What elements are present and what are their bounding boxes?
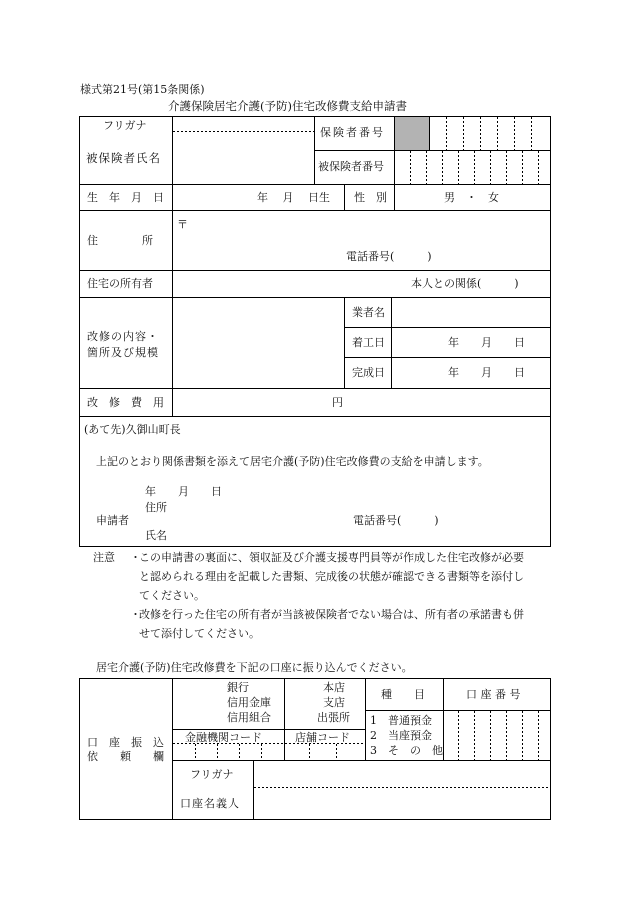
owner-label: 住宅の所有者 xyxy=(87,277,153,290)
note1-line2: と認められる理由を記載した書類、完成後の状態が確認できる書類等を添付し xyxy=(139,570,524,583)
account-number-field[interactable] xyxy=(444,711,550,760)
renovation-content-field[interactable] xyxy=(175,300,341,386)
account-type-header: 種 目 xyxy=(381,688,425,701)
insurer-number-label: 保険者番号 xyxy=(320,126,385,139)
declaration-statement: 上記のとおり関係書類を添えて居宅介護(予防)住宅改修費の支給を申請します。 xyxy=(96,455,489,468)
account-type-1[interactable]: 1 普通預金 xyxy=(370,714,432,727)
note1-bullet: ・ xyxy=(130,551,141,564)
notes-label: 注意 xyxy=(93,551,115,564)
addressee: (あて先)久御山町長 xyxy=(84,423,181,436)
address-label: 住 所 xyxy=(87,234,153,247)
holder-furigana-label: フリガナ xyxy=(190,768,234,781)
address-phone[interactable]: 電話番号( ) xyxy=(346,250,432,263)
renovation-label-line1: 改修の内容・ xyxy=(87,330,159,343)
furigana-label: フリガナ xyxy=(103,119,147,132)
start-date-label: 着工日 xyxy=(352,336,385,349)
application-date[interactable]: 年 月 日 xyxy=(145,485,222,498)
renovation-label-line2: 箇所及び規模 xyxy=(87,346,159,359)
birthdate-value[interactable]: 年 月 日生 xyxy=(257,191,330,204)
sex-options[interactable]: 男 ・ 女 xyxy=(444,191,499,204)
yen-unit: 円 xyxy=(332,396,343,409)
applicant-name-label: 氏名 xyxy=(145,529,167,542)
account-type-3[interactable]: 3 そ の 他 xyxy=(370,744,443,757)
bank-option[interactable]: 銀行 xyxy=(227,681,249,694)
cost-label: 改 修 費 用 xyxy=(87,396,164,409)
account-holder-label: 口座名義人 xyxy=(180,797,240,810)
insured-number-label: 被保険者番号 xyxy=(318,160,384,173)
applicant-label: 申請者 xyxy=(96,514,129,527)
form-number: 様式第21号(第15条関係) xyxy=(80,83,205,96)
account-number-header: 口 座 番 号 xyxy=(466,688,521,701)
branch-code-field[interactable] xyxy=(285,745,364,759)
furigana-field[interactable] xyxy=(175,118,312,130)
transfer-label-line2: 依 頼 欄 xyxy=(87,750,164,763)
note2-line1: 改修を行った住宅の所有者が当該被保険者でない場合は、所有者の承諾書も併 xyxy=(139,608,524,621)
note2-bullet: ・ xyxy=(130,608,141,621)
account-type-2[interactable]: 2 当座預金 xyxy=(370,729,432,742)
sex-label: 性 別 xyxy=(354,191,387,204)
credit-bank-option[interactable]: 信用金庫 xyxy=(227,696,271,709)
credit-union-option[interactable]: 信用組合 xyxy=(227,711,271,724)
completion-date-value[interactable]: 年 月 日 xyxy=(448,366,525,379)
address-field[interactable] xyxy=(190,214,548,244)
branch-option[interactable]: 支店 xyxy=(323,696,345,709)
contractor-label: 業者名 xyxy=(352,306,385,319)
owner-relation[interactable]: 本人との関係( ) xyxy=(411,277,519,290)
applicant-address-label: 住所 xyxy=(145,501,167,514)
note2-line2: せて添付してください。 xyxy=(139,627,260,640)
cost-field[interactable] xyxy=(175,391,330,413)
bank-heading: 居宅介護(予防)住宅改修費を下記の口座に振り込んでください。 xyxy=(96,661,413,674)
shaded-cell xyxy=(395,117,429,150)
office-option[interactable]: 出張所 xyxy=(317,711,350,724)
note1-line3: てください。 xyxy=(139,589,205,602)
applicant-phone[interactable]: 電話番号( ) xyxy=(353,514,439,527)
start-date-value[interactable]: 年 月 日 xyxy=(448,336,525,349)
contractor-field[interactable] xyxy=(394,300,548,326)
note1-line1: この申請書の裏面に、領収証及び介護支援専門員等が作成した住宅改修が必要 xyxy=(139,551,524,564)
completion-date-label: 完成日 xyxy=(352,366,385,379)
transfer-label-line1: 口 座 振 込 xyxy=(87,736,164,749)
insured-name-field[interactable] xyxy=(175,133,312,183)
postal-mark: 〒 xyxy=(177,218,188,231)
main-branch-option[interactable]: 本店 xyxy=(323,681,345,694)
birthdate-label: 生 年 月 日 xyxy=(87,191,164,204)
form-title: 介護保険居宅介護(予防)住宅改修費支給申請書 xyxy=(168,99,407,113)
branch-code-label: 店舗コード xyxy=(295,731,350,744)
insurer-number-field[interactable] xyxy=(430,117,550,150)
holder-furigana-field[interactable] xyxy=(255,763,549,786)
institution-code-field[interactable] xyxy=(173,745,284,759)
insured-name-label: 被保険者氏名 xyxy=(86,151,161,165)
institution-code-label: 金融機関コード xyxy=(185,731,262,744)
insured-number-field[interactable] xyxy=(395,151,550,184)
account-holder-field[interactable] xyxy=(255,789,549,819)
